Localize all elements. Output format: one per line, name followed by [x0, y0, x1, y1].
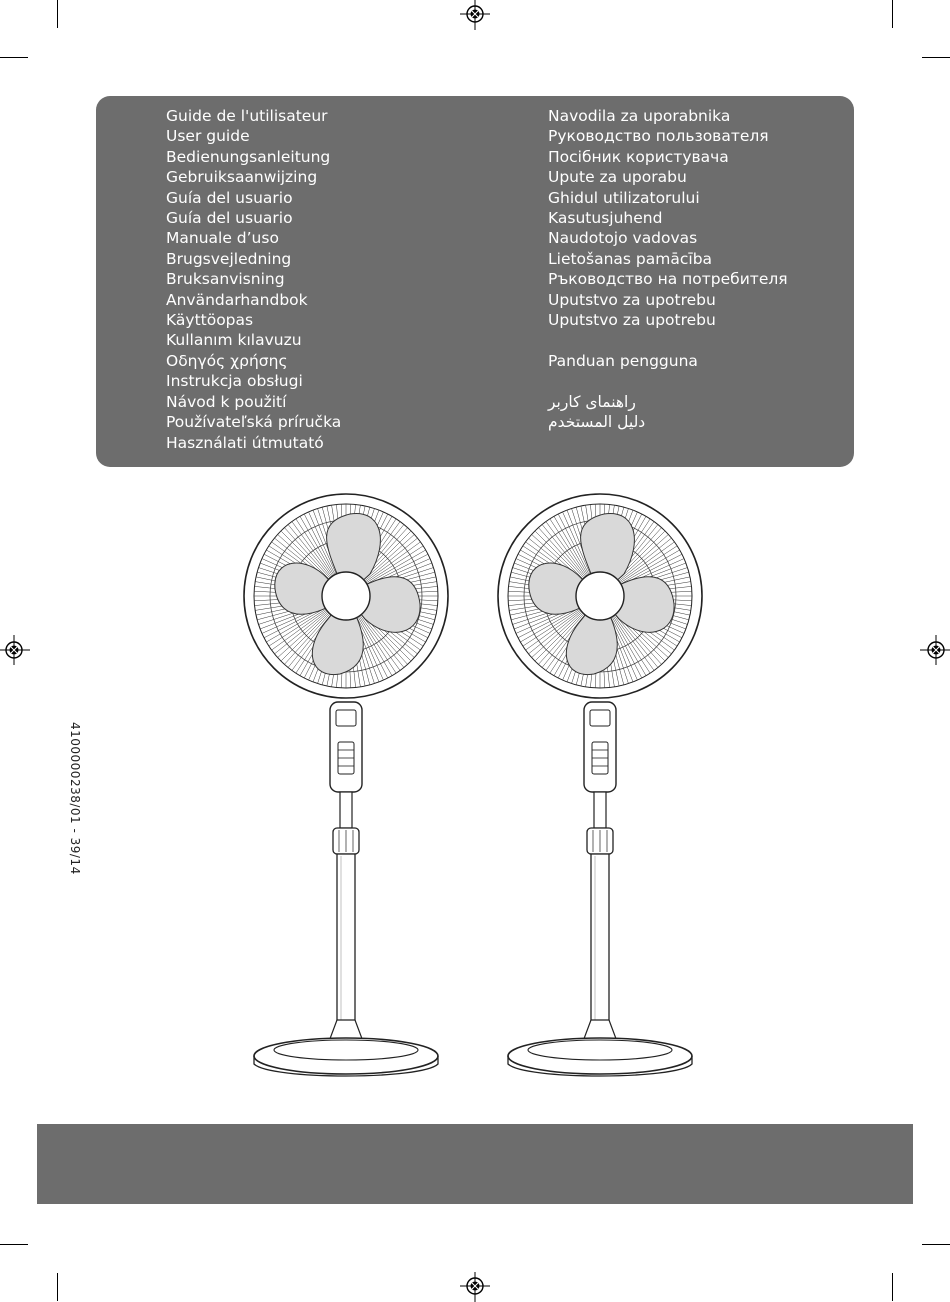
- language-item: Bruksanvisning: [166, 270, 285, 289]
- language-item: Guía del usuario: [166, 209, 293, 228]
- language-item: Instrukcja obsługi: [166, 372, 303, 391]
- crop-mark: [922, 57, 950, 58]
- crop-mark: [57, 1273, 58, 1301]
- bottom-band: [37, 1124, 913, 1204]
- language-item: Käyttöopas: [166, 311, 254, 330]
- language-item: Руководство пользователя: [548, 127, 769, 146]
- crop-mark: [892, 1273, 893, 1301]
- language-item: Kullanım kılavuzu: [166, 331, 302, 350]
- language-item: Manuale d’uso: [166, 229, 279, 248]
- registration-mark-icon: [460, 0, 490, 30]
- language-item: Lietošanas pamācība: [548, 249, 713, 268]
- registration-mark-icon: [0, 635, 30, 665]
- crop-mark: [0, 1244, 28, 1245]
- language-item: User guide: [166, 127, 250, 146]
- language-item: Navodila za uporabnika: [548, 107, 731, 125]
- language-item: Brugsvejledning: [166, 249, 292, 268]
- language-item: Naudotojo vadovas: [548, 229, 698, 248]
- language-item-rtl: راهنمای کاربر: [548, 392, 636, 411]
- language-item: Používateľská príručka: [166, 413, 342, 432]
- language-item: Guía del usuario: [166, 188, 293, 207]
- language-item: Bedienungsanleitung: [166, 147, 331, 166]
- language-title-panel: [96, 96, 854, 467]
- language-item: Οδηγός χρήσης: [166, 351, 288, 370]
- crop-mark: [922, 1244, 950, 1245]
- language-item: Panduan pengguna: [548, 351, 698, 370]
- language-item: Gebruiksaanwijzing: [166, 168, 318, 187]
- language-item: Guide de l'utilisateur: [166, 107, 328, 125]
- language-item: Ръководство на потребителя: [548, 270, 788, 289]
- product-code: 4100000238/01 - 39/14: [68, 722, 82, 875]
- language-item: Kasutusjuhend: [548, 209, 663, 228]
- language-item: Uputstvo za upotrebu: [548, 290, 716, 309]
- language-item-rtl: دليل المستخدم: [548, 413, 646, 432]
- registration-mark-icon: [460, 1272, 490, 1302]
- language-item: Upute za uporabu: [548, 168, 687, 187]
- language-item: Посібник користувача: [548, 147, 729, 166]
- language-list-right: [548, 106, 788, 432]
- registration-mark-icon: [920, 635, 950, 665]
- crop-mark: [892, 0, 893, 28]
- language-item: Návod k použití: [166, 392, 287, 411]
- crop-mark: [0, 57, 28, 58]
- language-list-left: [166, 106, 341, 453]
- language-item: Användarhandbok: [166, 290, 308, 309]
- language-item: Uputstvo za upotrebu: [548, 311, 716, 330]
- language-item: Ghidul utilizatorului: [548, 188, 700, 207]
- crop-mark: [57, 0, 58, 28]
- fan-illustration: [240, 484, 720, 1084]
- language-item: Használati útmutató: [166, 433, 324, 452]
